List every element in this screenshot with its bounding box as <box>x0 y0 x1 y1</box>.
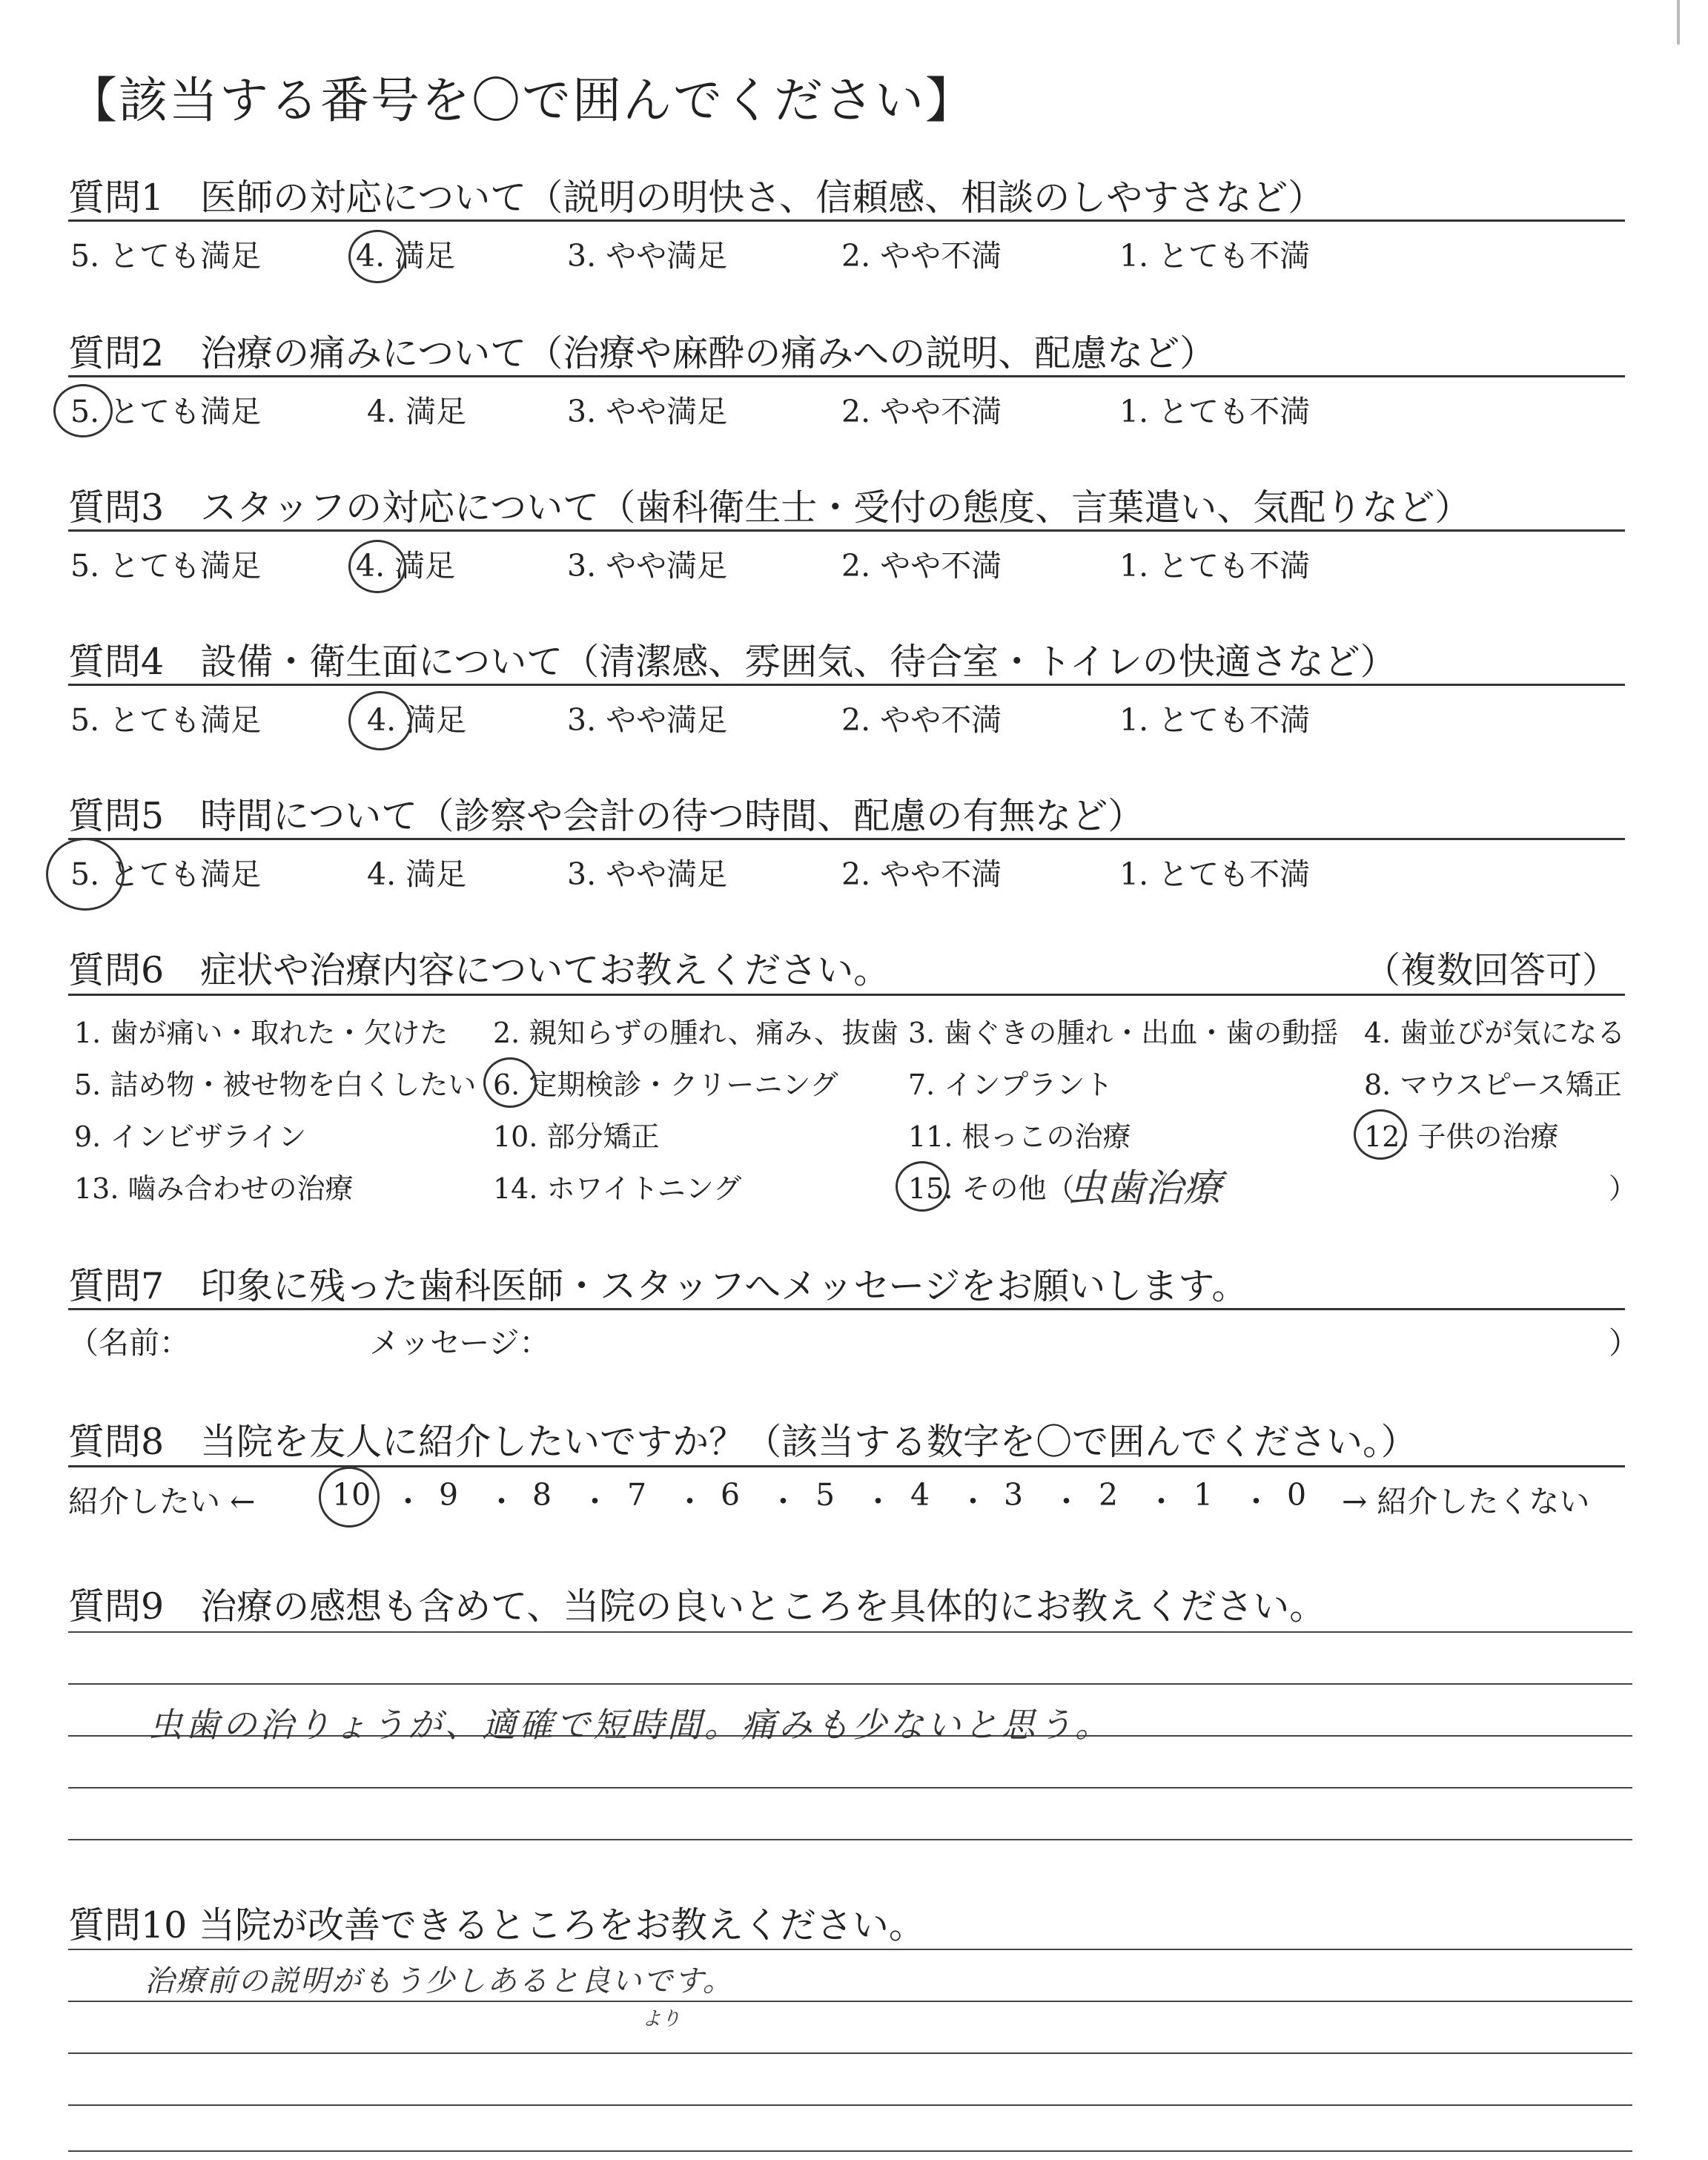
q8-score-0[interactable]: 0 <box>1287 1477 1307 1513</box>
q3-selected-circle <box>348 540 406 593</box>
q2-option-2[interactable]: 2. やや不満 <box>841 394 1002 429</box>
q8-score-4[interactable]: 4 <box>910 1477 930 1513</box>
q4-selected-circle <box>348 691 412 750</box>
q6-item-11[interactable]: 11. 根っこの治療 <box>908 1120 1131 1153</box>
q1-option-3[interactable]: 3. やや満足 <box>567 238 728 274</box>
q6-item-10[interactable]: 10. 部分矯正 <box>493 1120 660 1153</box>
q7-close: ） <box>1609 1325 1639 1361</box>
q8-left-label: 紹介したい ← <box>68 1484 256 1519</box>
q10-answer-insert: より <box>642 2008 681 2030</box>
form-title: 【該当する番号を〇で囲んでください】 <box>68 72 976 129</box>
q9-line-5 <box>68 1839 1632 1840</box>
q3-heading: 質問3 スタッフの対応について（歯科衛生士・受付の態度、言葉遣い、気配りなど） <box>68 486 1472 529</box>
q9-line-4 <box>68 1787 1632 1789</box>
q8-sep: ・ <box>393 1484 423 1519</box>
q6-item-7[interactable]: 7. インプラント <box>908 1069 1113 1101</box>
q8-score-7[interactable]: 7 <box>627 1477 647 1513</box>
q6-selected-circle-6 <box>483 1057 537 1108</box>
page-edge-mark <box>1677 0 1680 44</box>
q6-item-6[interactable]: 6. 定期検診・クリーニング <box>493 1069 838 1101</box>
q6-item-3[interactable]: 3. 歯ぐきの腫れ・出血・歯の動揺 <box>908 1017 1339 1049</box>
q2-option-5[interactable]: 5. とても満足 <box>70 394 262 429</box>
q8-score-8[interactable]: 8 <box>532 1477 552 1513</box>
q3-option-5[interactable]: 5. とても満足 <box>70 548 262 584</box>
q8-sep: ・ <box>1241 1484 1271 1519</box>
q4-option-5[interactable]: 5. とても満足 <box>70 702 262 738</box>
q6-rule <box>68 994 1625 996</box>
q2-option-3[interactable]: 3. やや満足 <box>567 394 728 429</box>
q9-line-1 <box>68 1631 1632 1633</box>
q6-other-close: ） <box>1609 1172 1638 1205</box>
q7-rule <box>68 1308 1625 1310</box>
q2-option-4[interactable]: 4. 満足 <box>367 394 467 429</box>
q6-multi-note: （複数回答可） <box>1364 949 1619 991</box>
q10-line-3 <box>68 2052 1632 2054</box>
q8-sep: ・ <box>486 1484 517 1519</box>
q1-selected-circle <box>348 230 406 283</box>
q6-heading: 質問6 症状や治療内容についてお教えください。 <box>68 949 890 991</box>
q6-item-12[interactable]: 12. 子供の治療 <box>1364 1120 1559 1153</box>
q9-answer[interactable]: 虫歯の治りょうが、適確で短時間。痛みも少ないと思う。 <box>148 1705 1112 1745</box>
q8-score-5[interactable]: 5 <box>815 1477 835 1513</box>
q8-sep: ・ <box>1146 1484 1176 1519</box>
q7-name-label[interactable]: （名前： <box>68 1325 190 1361</box>
q5-rule <box>68 838 1625 840</box>
q6-item-2[interactable]: 2. 親知らずの腫れ、痛み、抜歯 <box>493 1017 898 1049</box>
q2-option-1[interactable]: 1. とても不満 <box>1119 394 1311 429</box>
q4-option-4[interactable]: 4. 満足 <box>367 702 467 738</box>
q6-item-1[interactable]: 1. 歯が痛い・取れた・欠けた <box>74 1017 448 1049</box>
q6-item-5[interactable]: 5. 詰め物・被せ物を白くしたい <box>74 1069 477 1101</box>
q5-option-5[interactable]: 5. とても満足 <box>70 856 262 892</box>
q6-item-9[interactable]: 9. インビザライン <box>74 1120 307 1153</box>
q1-option-2[interactable]: 2. やや不満 <box>841 238 1002 274</box>
q9-heading: 質問9 治療の感想も含めて、当院の良いところを具体的にお教えください。 <box>68 1585 1326 1628</box>
q6-selected-circle-12 <box>1354 1109 1407 1160</box>
q1-option-5[interactable]: 5. とても満足 <box>70 238 262 274</box>
q8-sep: ・ <box>580 1484 610 1519</box>
q1-heading: 質問1 医師の対応について（説明の明快さ、信頼感、相談のしやすさなど） <box>68 176 1325 219</box>
q4-option-3[interactable]: 3. やや満足 <box>567 702 728 738</box>
q2-rule <box>68 375 1625 377</box>
q2-selected-circle <box>53 384 113 437</box>
q6-item-8[interactable]: 8. マウスピース矯正 <box>1364 1069 1622 1101</box>
q8-heading: 質問8 当院を友人に紹介したいですか？（該当する数字を〇で囲んでください。） <box>68 1421 1417 1463</box>
q8-selected-circle <box>319 1467 380 1527</box>
q8-sep: ・ <box>958 1484 988 1519</box>
q1-option-4[interactable]: 4. 満足 <box>356 238 456 274</box>
q5-heading: 質問5 時間について（診察や会計の待つ時間、配慮の有無など） <box>68 795 1145 837</box>
q4-option-2[interactable]: 2. やや不満 <box>841 702 1002 738</box>
q1-option-1[interactable]: 1. とても不満 <box>1119 238 1311 274</box>
q8-score-10[interactable]: 10 <box>332 1477 371 1513</box>
q8-sep: ・ <box>863 1484 893 1519</box>
q8-rule <box>68 1465 1625 1467</box>
q8-score-6[interactable]: 6 <box>721 1477 741 1513</box>
q8-score-9[interactable]: 9 <box>439 1477 459 1513</box>
q6-other-answer: 虫歯治療 <box>1068 1166 1222 1211</box>
q6-item-13[interactable]: 13. 嚙み合わせの治療 <box>74 1172 354 1205</box>
q8-score-3[interactable]: 3 <box>1004 1477 1024 1513</box>
q10-answer[interactable]: 治療前の説明がもう少しあると良いです。 <box>145 1964 734 1998</box>
q5-option-4[interactable]: 4. 満足 <box>367 856 467 892</box>
q8-sep: ・ <box>675 1484 705 1519</box>
q3-option-2[interactable]: 2. やや不満 <box>841 548 1002 584</box>
q5-option-2[interactable]: 2. やや不満 <box>841 856 1002 892</box>
q2-heading: 質問2 治療の痛みについて（治療や麻酔の痛みへの説明、配慮など） <box>68 332 1217 374</box>
q10-line-4 <box>68 2104 1632 2106</box>
q8-sep: ・ <box>768 1484 798 1519</box>
q5-selected-circle <box>46 838 125 911</box>
q1-rule <box>68 219 1625 222</box>
q5-option-1[interactable]: 1. とても不満 <box>1119 856 1311 892</box>
q10-line-2 <box>68 2001 1632 2002</box>
q7-message-label[interactable]: メッセージ： <box>369 1325 550 1361</box>
q8-score-2[interactable]: 2 <box>1099 1477 1119 1513</box>
q6-item-4[interactable]: 4. 歯並びが気になる <box>1364 1017 1626 1049</box>
q8-right-label: → 紹介したくない <box>1342 1484 1590 1519</box>
q4-heading: 質問4 設備・衛生面について（清潔感、雰囲気、待合室・トイレの快適さなど） <box>68 641 1397 683</box>
q6-item-15[interactable]: 15. その他（ <box>908 1172 1075 1205</box>
q6-selected-circle-15 <box>896 1161 949 1212</box>
q7-heading: 質問7 印象に残った歯科医師・スタッフへメッセージをお願いします。 <box>68 1265 1248 1307</box>
q10-heading: 質問10 当院が改善できるところをお教えください。 <box>68 1904 925 1946</box>
q6-item-14[interactable]: 14. ホワイトニング <box>493 1172 742 1205</box>
q3-option-3[interactable]: 3. やや満足 <box>567 548 728 584</box>
q3-rule <box>68 529 1625 532</box>
q10-line-5 <box>68 2150 1632 2152</box>
q4-rule <box>68 684 1625 686</box>
q4-option-1[interactable]: 1. とても不満 <box>1119 702 1311 738</box>
q10-line-1 <box>68 1949 1632 1950</box>
q8-score-1[interactable]: 1 <box>1194 1477 1214 1513</box>
q9-line-2 <box>68 1683 1632 1685</box>
q3-option-1[interactable]: 1. とても不満 <box>1119 548 1311 584</box>
q8-sep: ・ <box>1051 1484 1082 1519</box>
q5-option-3[interactable]: 3. やや満足 <box>567 856 728 892</box>
q3-option-4[interactable]: 4. 満足 <box>356 548 456 584</box>
